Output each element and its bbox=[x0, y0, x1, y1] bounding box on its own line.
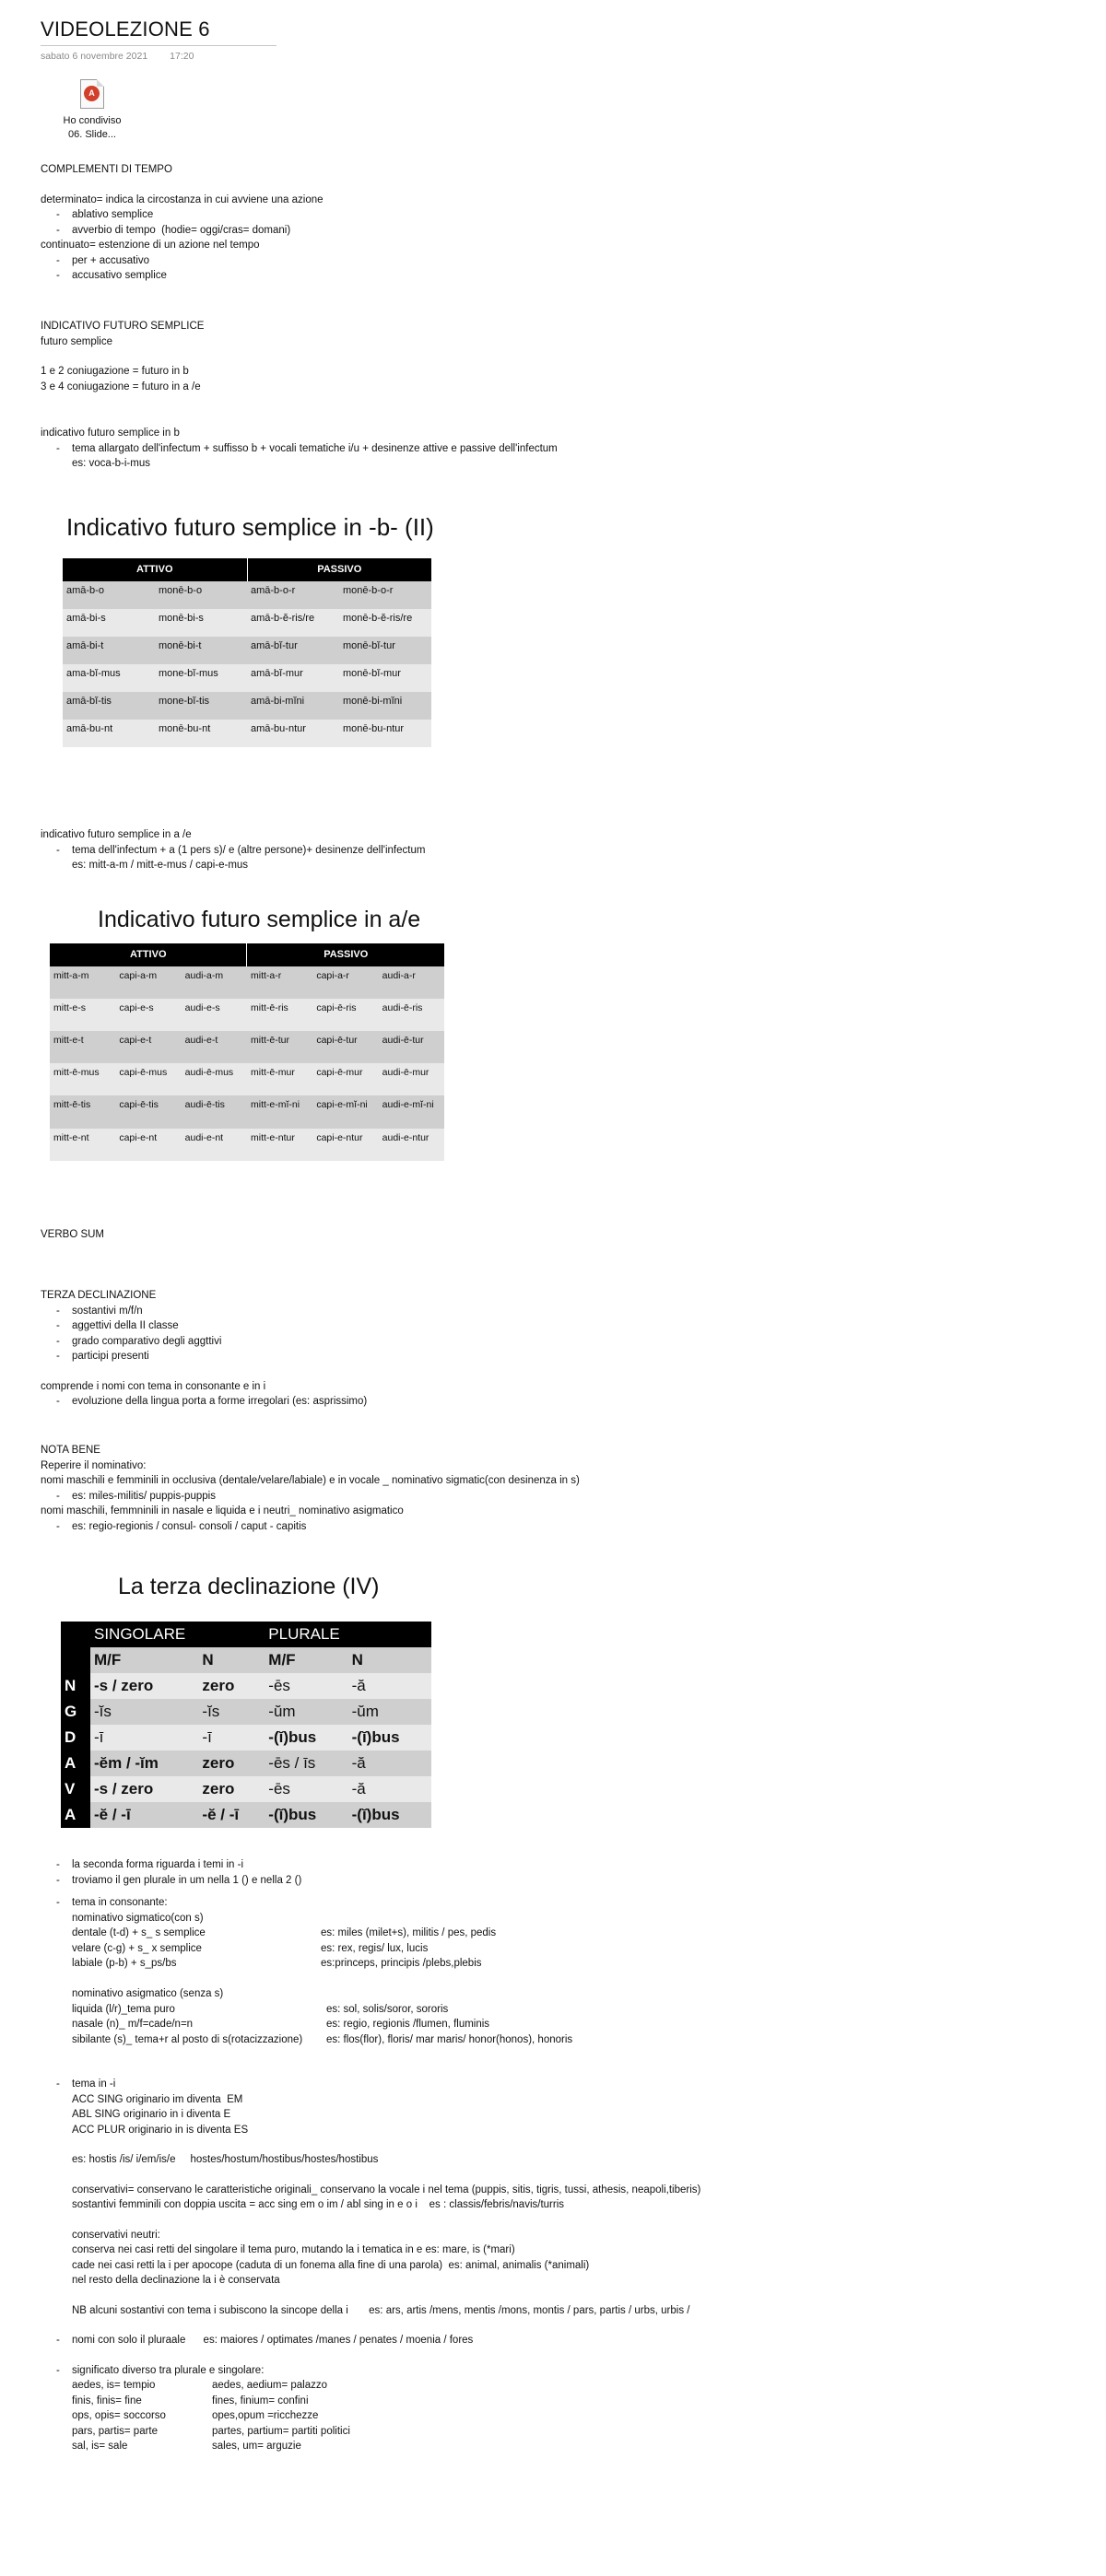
table-row bbox=[63, 609, 431, 637]
list-item: - evoluzione della lingua porta a forme irregolari (es: asprissimo) bbox=[41, 1394, 367, 1410]
note-right: es: sol, solis/soror, sororis bbox=[326, 2003, 449, 2015]
table-cell: amā-b-ĕ-ris/re bbox=[247, 609, 339, 637]
table-cell: monē-bi-t bbox=[155, 637, 247, 664]
note-right: opes,opum =ricchezze bbox=[212, 2410, 319, 2421]
table-cell: -ēs bbox=[265, 1673, 347, 1699]
bullet-list bbox=[41, 2363, 700, 2379]
table-cell: capi-e-s bbox=[115, 999, 181, 1031]
table-row bbox=[61, 1725, 431, 1751]
note-left: nasale (n)_ m/f=cade/n=n bbox=[72, 2019, 194, 2030]
note-left: sibilante (s)_ tema+r al posto di s(rotacizzazione) bbox=[72, 2033, 303, 2045]
note-left: aedes, is= tempio bbox=[72, 2380, 156, 2391]
slide-title: La terza declinazione (IV) bbox=[118, 1574, 380, 1599]
table-cell: mitt-e-mĭ-ni bbox=[247, 1095, 312, 1129]
table-cell: monē-b-o bbox=[155, 581, 247, 609]
table-cell: monē-b-o-r bbox=[339, 581, 431, 609]
list-item: - accusativo semplice bbox=[41, 268, 324, 284]
section-futuro-in-b bbox=[41, 426, 558, 472]
note-right: es: regio, regionis /flumen, fluminis bbox=[326, 2019, 490, 2030]
note-row bbox=[41, 2378, 700, 2394]
bullet-list bbox=[41, 1857, 700, 1888]
table-cell: -(ĭ)bus bbox=[348, 1802, 431, 1828]
table-row bbox=[50, 1095, 444, 1129]
list-item: - tema allargato dell'infectum + suffisso b + vocali tematiche i/u + desinenze attive e passive dell'infectum bbox=[41, 441, 558, 457]
table-row bbox=[63, 692, 431, 720]
page-date-time bbox=[41, 49, 194, 64]
note-row bbox=[41, 2439, 700, 2454]
table-cell: audi-e-ntur bbox=[379, 1129, 444, 1161]
table-header: PLURALE bbox=[265, 1622, 431, 1647]
table-cell: audi-a-m bbox=[182, 966, 247, 999]
text-line: futuro semplice bbox=[41, 335, 112, 347]
futuro-ae-table bbox=[50, 943, 444, 1161]
table-cell: monē-bi-s bbox=[155, 609, 247, 637]
title-divider bbox=[41, 45, 276, 46]
consonant-lines bbox=[41, 1911, 700, 2048]
table-cell: mone-bĭ-mus bbox=[155, 664, 247, 692]
note-left: labiale (p-b) + s_ps/bs bbox=[72, 1958, 177, 1969]
table-cell: mitt-e-nt bbox=[50, 1129, 115, 1161]
table-cell: audi-ē-ris bbox=[379, 999, 444, 1031]
table-cell: -ĭs bbox=[198, 1699, 265, 1725]
list-item: - aggettivi della II classe bbox=[41, 1318, 367, 1334]
table-cell: -s / zero bbox=[90, 1673, 198, 1699]
table-cell: capi-e-nt bbox=[115, 1129, 181, 1161]
table-cell: zero bbox=[198, 1776, 265, 1802]
section-terza-declinazione bbox=[41, 1288, 367, 1410]
case-label: G bbox=[61, 1699, 90, 1725]
list-item: - troviamo il gen plurale in um nella 1 () e nella 2 () bbox=[41, 1873, 700, 1889]
table-row bbox=[63, 664, 431, 692]
table-cell: mitt-ē-ris bbox=[247, 999, 312, 1031]
note-row bbox=[41, 2017, 700, 2032]
note-right: es: rex, regis/ lux, lucis bbox=[321, 1942, 429, 1954]
note-row bbox=[41, 1986, 700, 2002]
table-cell: mitt-a-m bbox=[50, 966, 115, 999]
page-time: 17:20 bbox=[170, 51, 194, 62]
note-left: finis, finis= fine bbox=[72, 2395, 142, 2406]
table-cell: capi-ē-tur bbox=[312, 1031, 378, 1063]
example-line: es: mitt-a-m / mitt-e-mus / capi-e-mus bbox=[72, 860, 249, 871]
table-row bbox=[61, 1751, 431, 1776]
text-line: conservativi= conservano le caratteristiche originali_ conservano la vocale i nel tema (puppis, sitis, tigris, tussi, athesis, neapoli,tiberis) bbox=[72, 2184, 701, 2195]
section-futuro-in-ae bbox=[41, 827, 425, 873]
bullet-list bbox=[41, 1304, 367, 1364]
note-left: liquida (l/r)_tema puro bbox=[72, 2003, 175, 2015]
table-header: ATTIVO bbox=[50, 943, 247, 966]
slide-title: Indicativo futuro semplice in a/e bbox=[98, 907, 421, 932]
bullet-list bbox=[41, 1394, 367, 1410]
table-cell: zero bbox=[198, 1673, 265, 1699]
table-cell: amā-bi-mĭni bbox=[247, 692, 339, 720]
list-item: - grado comparativo degli aggttivi bbox=[41, 1334, 367, 1350]
table-cell: capi-e-mĭ-ni bbox=[312, 1095, 378, 1129]
table-cell: audi-ē-mur bbox=[379, 1063, 444, 1095]
table-cell: audi-e-s bbox=[182, 999, 247, 1031]
text-line: 1 e 2 coniugazione = futuro in b bbox=[41, 366, 189, 377]
case-label: A bbox=[61, 1751, 90, 1776]
table-cell: -ă bbox=[348, 1776, 431, 1802]
bullet-list bbox=[41, 2333, 700, 2348]
note-row bbox=[41, 1956, 700, 1972]
note-right: fines, finium= confini bbox=[212, 2395, 309, 2406]
table-row bbox=[61, 1776, 431, 1802]
table-cell: -ŭm bbox=[265, 1699, 347, 1725]
table-cell: audi-ē-tur bbox=[379, 1031, 444, 1063]
table-cell: amā-bi-t bbox=[63, 637, 155, 664]
heading: indicativo futuro semplice in b bbox=[41, 427, 180, 439]
table-cell: capi-e-ntur bbox=[312, 1129, 378, 1161]
table-cell: -ēs / īs bbox=[265, 1751, 347, 1776]
note-row bbox=[41, 1911, 700, 1926]
list-item: - participi presenti bbox=[41, 1349, 367, 1364]
text-line: conserva nei casi retti del singolare il tema puro, mutando la i tematica in e es: mare, is (*mari) bbox=[72, 2244, 515, 2255]
table-cell: mitt-ē-mus bbox=[50, 1063, 115, 1095]
table-header: PASSIVO bbox=[247, 943, 444, 966]
table-cell: -s / zero bbox=[90, 1776, 198, 1802]
table-cell: -ă bbox=[348, 1751, 431, 1776]
bullet-list bbox=[41, 1519, 580, 1535]
text-line: es: hostis /is/ i/em/is/e hostes/hostum/hostibus/hostes/hostibus bbox=[72, 2154, 379, 2165]
section-notes bbox=[41, 1857, 700, 2454]
heading: indicativo futuro semplice in a /e bbox=[41, 829, 192, 840]
note-left: velare (c-g) + s_ x semplice bbox=[72, 1942, 202, 1954]
attachment-label-2: 06. Slide... bbox=[68, 129, 116, 140]
note-row bbox=[41, 1972, 700, 1987]
table-row bbox=[61, 1802, 431, 1828]
table-subheader: M/F bbox=[90, 1647, 198, 1673]
table-cell: capi-ē-tis bbox=[115, 1095, 181, 1129]
table-cell: amā-b-o bbox=[63, 581, 155, 609]
table-cell: monē-bĭ-mur bbox=[339, 664, 431, 692]
note-right: es: miles (milet+s), militis / pes, pedis bbox=[321, 1927, 497, 1938]
table-cell: capi-a-m bbox=[115, 966, 181, 999]
list-item: - es: miles-militis/ puppis-puppis bbox=[41, 1489, 580, 1505]
list-item: - avverbio di tempo (hodie= oggi/cras= domani) bbox=[41, 223, 324, 239]
table-cell: -ī bbox=[198, 1725, 265, 1751]
table-cell: -(ĭ)bus bbox=[348, 1725, 431, 1751]
table-cell: mitt-e-s bbox=[50, 999, 115, 1031]
note-left: nominativo asigmatico (senza s) bbox=[72, 1988, 224, 1999]
note-left: sal, is= sale bbox=[72, 2441, 128, 2452]
text-line: nel resto della declinazione la i è conservata bbox=[72, 2275, 280, 2286]
table-row bbox=[61, 1699, 431, 1725]
table-cell: -ĕm / -ĭm bbox=[90, 1751, 198, 1776]
note-row bbox=[41, 1926, 700, 1941]
terza-declinazione-table bbox=[61, 1622, 431, 1828]
text-line: ACC PLUR originario in is diventa ES bbox=[72, 2124, 249, 2136]
table-cell: monē-bi-mĭni bbox=[339, 692, 431, 720]
table-cell: -(ĭ)bus bbox=[265, 1802, 347, 1828]
section-complementi-tempo bbox=[41, 162, 324, 284]
table-cell: monē-bĭ-tur bbox=[339, 637, 431, 664]
heading: INDICATIVO FUTURO SEMPLICE bbox=[41, 321, 205, 332]
bullet-list bbox=[41, 207, 324, 238]
table-row bbox=[63, 720, 431, 747]
note-right: partes, partium= partiti politici bbox=[212, 2425, 350, 2437]
note-row bbox=[41, 1941, 700, 1957]
table-row bbox=[50, 966, 444, 999]
table-row bbox=[50, 1031, 444, 1063]
text-line: nomi maschili, femmninili in nasale e liquida e i neutri_ nominativo asigmatico bbox=[41, 1505, 404, 1516]
table-row bbox=[50, 1063, 444, 1095]
text-line: comprende i nomi con tema in consonante e in i bbox=[41, 1380, 266, 1392]
table-cell: amā-b-o-r bbox=[247, 581, 339, 609]
note-left: ops, opis= soccorso bbox=[72, 2410, 166, 2421]
table-cell: -(ĭ)bus bbox=[265, 1725, 347, 1751]
table-cell: -ĭs bbox=[90, 1699, 198, 1725]
table-cell: mitt-e-ntur bbox=[247, 1129, 312, 1161]
table-cell: zero bbox=[198, 1751, 265, 1776]
table-header: PASSIVO bbox=[247, 558, 431, 581]
text-line: continuato= estenzione di un azione nel tempo bbox=[41, 240, 260, 251]
note-right: aedes, aedium= palazzo bbox=[212, 2380, 327, 2391]
table-cell: amā-bĭ-tis bbox=[63, 692, 155, 720]
table-cell: amā-bi-s bbox=[63, 609, 155, 637]
table-cell: audi-a-r bbox=[379, 966, 444, 999]
table-subheader: M/F bbox=[265, 1647, 347, 1673]
note-row bbox=[41, 2408, 700, 2424]
table-cell: mitt-e-t bbox=[50, 1031, 115, 1063]
text-line: Reperire il nominativo: bbox=[41, 1459, 147, 1471]
table-cell: mitt-ē-tur bbox=[247, 1031, 312, 1063]
note-right: es:princeps, principis /plebs,plebis bbox=[321, 1958, 482, 1969]
table-cell: audi-e-nt bbox=[182, 1129, 247, 1161]
table-cell: -ī bbox=[90, 1725, 198, 1751]
table-cell: audi-e-mĭ-ni bbox=[379, 1095, 444, 1129]
bullet-list bbox=[41, 1489, 580, 1505]
table-header: ATTIVO bbox=[63, 558, 247, 581]
text-line: sostantivi femminili con doppia uscita = acc sing em o im / abl sing in e o i es : classis/febris/navis/turris bbox=[72, 2199, 565, 2210]
list-item: - la seconda forma riguarda i temi in -i bbox=[41, 1857, 700, 1873]
page-title: VIDEOLEZIONE 6 bbox=[41, 18, 210, 41]
note-row bbox=[41, 2002, 700, 2018]
bullet-list bbox=[41, 2077, 700, 2092]
table-cell: amā-bĭ-mur bbox=[247, 664, 339, 692]
text-line: cade nei casi retti la i per apocope (caduta di un fonema alla fine di una parola) es: animal, animalis (*animali) bbox=[72, 2259, 590, 2271]
case-label: D bbox=[61, 1725, 90, 1751]
heading: COMPLEMENTI DI TEMPO bbox=[41, 164, 172, 175]
note-row bbox=[41, 2394, 700, 2409]
note-left: pars, partis= parte bbox=[72, 2425, 159, 2437]
table-cell: audi-e-t bbox=[182, 1031, 247, 1063]
table-header: SINGOLARE bbox=[90, 1622, 265, 1647]
pdf-icon: A bbox=[80, 79, 104, 109]
futuro-b-table bbox=[63, 558, 431, 747]
text-line: nomi maschili e femminili in occlusiva (dentale/velare/labiale) e in vocale _ nominativo sigmatic(con desinenza in s) bbox=[41, 1475, 580, 1486]
table-cell: audi-ē-mus bbox=[182, 1063, 247, 1095]
table-cell: capi-a-r bbox=[312, 966, 378, 999]
table-cell: monē-bu-nt bbox=[155, 720, 247, 747]
table-cell: capi-ē-ris bbox=[312, 999, 378, 1031]
section-futuro-semplice bbox=[41, 319, 204, 394]
bullet-list bbox=[41, 253, 324, 284]
bullet-list bbox=[41, 441, 558, 457]
attachment-file[interactable] bbox=[55, 79, 129, 142]
text-line: NB alcuni sostantivi con tema i subiscono la sincope della i es: ars, artis /mens, mentis /mons, montis / pars, partis / urbs, urbis / bbox=[72, 2304, 690, 2316]
page-date: sabato 6 novembre 2021 bbox=[41, 51, 148, 62]
table-cell: mone-bĭ-tis bbox=[155, 692, 247, 720]
table-cell: -ŭm bbox=[348, 1699, 431, 1725]
text-line: conservativi neutri: bbox=[72, 2229, 160, 2241]
table-cell: -ĕ / -ī bbox=[90, 1802, 198, 1828]
table-cell: mitt-ē-mur bbox=[247, 1063, 312, 1095]
verbo-sum-heading: VERBO SUM bbox=[41, 1229, 105, 1240]
note-right: es: flos(flor), floris/ mar maris/ honor(honos), honoris bbox=[326, 2033, 573, 2045]
table-cell: audi-ē-tis bbox=[182, 1095, 247, 1129]
table-subheader: N bbox=[198, 1647, 265, 1673]
table-cell: amā-bu-nt bbox=[63, 720, 155, 747]
list-item: - tema in consonante: bbox=[41, 1895, 700, 1911]
heading: NOTA BENE bbox=[41, 1445, 100, 1456]
table-cell: capi-ē-mur bbox=[312, 1063, 378, 1095]
slide-title: Indicativo futuro semplice in -b- (II) bbox=[66, 513, 434, 541]
list-item: - ablativo semplice bbox=[41, 207, 324, 223]
table-cell: -ĕ / -ī bbox=[198, 1802, 265, 1828]
note-left: nominativo sigmatico(con s) bbox=[72, 1912, 204, 1924]
table-cell: mitt-a-r bbox=[247, 966, 312, 999]
case-label: A bbox=[61, 1802, 90, 1828]
text-line: ABL SING originario in i diventa E bbox=[72, 2109, 231, 2120]
table-cell: monē-b-ĕ-ris/re bbox=[339, 609, 431, 637]
note-right: sales, um= arguzie bbox=[212, 2441, 301, 2452]
table-row bbox=[63, 637, 431, 664]
table-cell: amā-bu-ntur bbox=[247, 720, 339, 747]
table-cell: -ă bbox=[348, 1673, 431, 1699]
text-line: 3 e 4 coniugazione = futuro in a /e bbox=[41, 381, 201, 392]
significato-rows bbox=[41, 2378, 700, 2454]
table-row bbox=[63, 581, 431, 609]
list-item: - sostantivi m/f/n bbox=[41, 1304, 367, 1319]
table-cell: amā-bĭ-tur bbox=[247, 637, 339, 664]
table-cell: ama-bĭ-mus bbox=[63, 664, 155, 692]
bullet-list bbox=[41, 843, 425, 859]
list-item: - per + accusativo bbox=[41, 253, 324, 269]
note-left: dentale (t-d) + s_ s semplice bbox=[72, 1927, 206, 1938]
table-row bbox=[61, 1673, 431, 1699]
case-label: V bbox=[61, 1776, 90, 1802]
example-line: es: voca-b-i-mus bbox=[72, 458, 150, 469]
attachment-label-1: Ho condiviso bbox=[63, 115, 122, 126]
list-item: - tema dell'infectum + a (1 pers s)/ e (altre persone)+ desinenze dell'infectum bbox=[41, 843, 425, 859]
bullet-list bbox=[41, 1895, 700, 1911]
table-cell: mitt-ē-tis bbox=[50, 1095, 115, 1129]
note-row bbox=[41, 2424, 700, 2440]
note-row bbox=[41, 2032, 700, 2048]
list-item: - significato diverso tra plurale e singolare: bbox=[41, 2363, 700, 2379]
table-cell: monē-bu-ntur bbox=[339, 720, 431, 747]
text-line: ACC SING originario im diventa EM bbox=[72, 2093, 243, 2105]
heading: TERZA DECLINAZIONE bbox=[41, 1290, 157, 1301]
list-item: - nomi con solo il pluraale es: maiores / optimates /manes / penates / moenia / fores bbox=[41, 2333, 700, 2348]
table-cell: capi-ē-mus bbox=[115, 1063, 181, 1095]
table-row bbox=[50, 999, 444, 1031]
list-item: - tema in -i bbox=[41, 2077, 700, 2092]
table-cell: -ēs bbox=[265, 1776, 347, 1802]
text-line: determinato= indica la circostanza in cui avviene una azione bbox=[41, 193, 324, 205]
section-nota-bene bbox=[41, 1443, 580, 1534]
list-item: - es: regio-regionis / consul- consoli / caput - capitis bbox=[41, 1519, 580, 1535]
table-subheader: N bbox=[348, 1647, 431, 1673]
table-row bbox=[50, 1129, 444, 1161]
table-cell: capi-e-t bbox=[115, 1031, 181, 1063]
case-label: N bbox=[61, 1673, 90, 1699]
